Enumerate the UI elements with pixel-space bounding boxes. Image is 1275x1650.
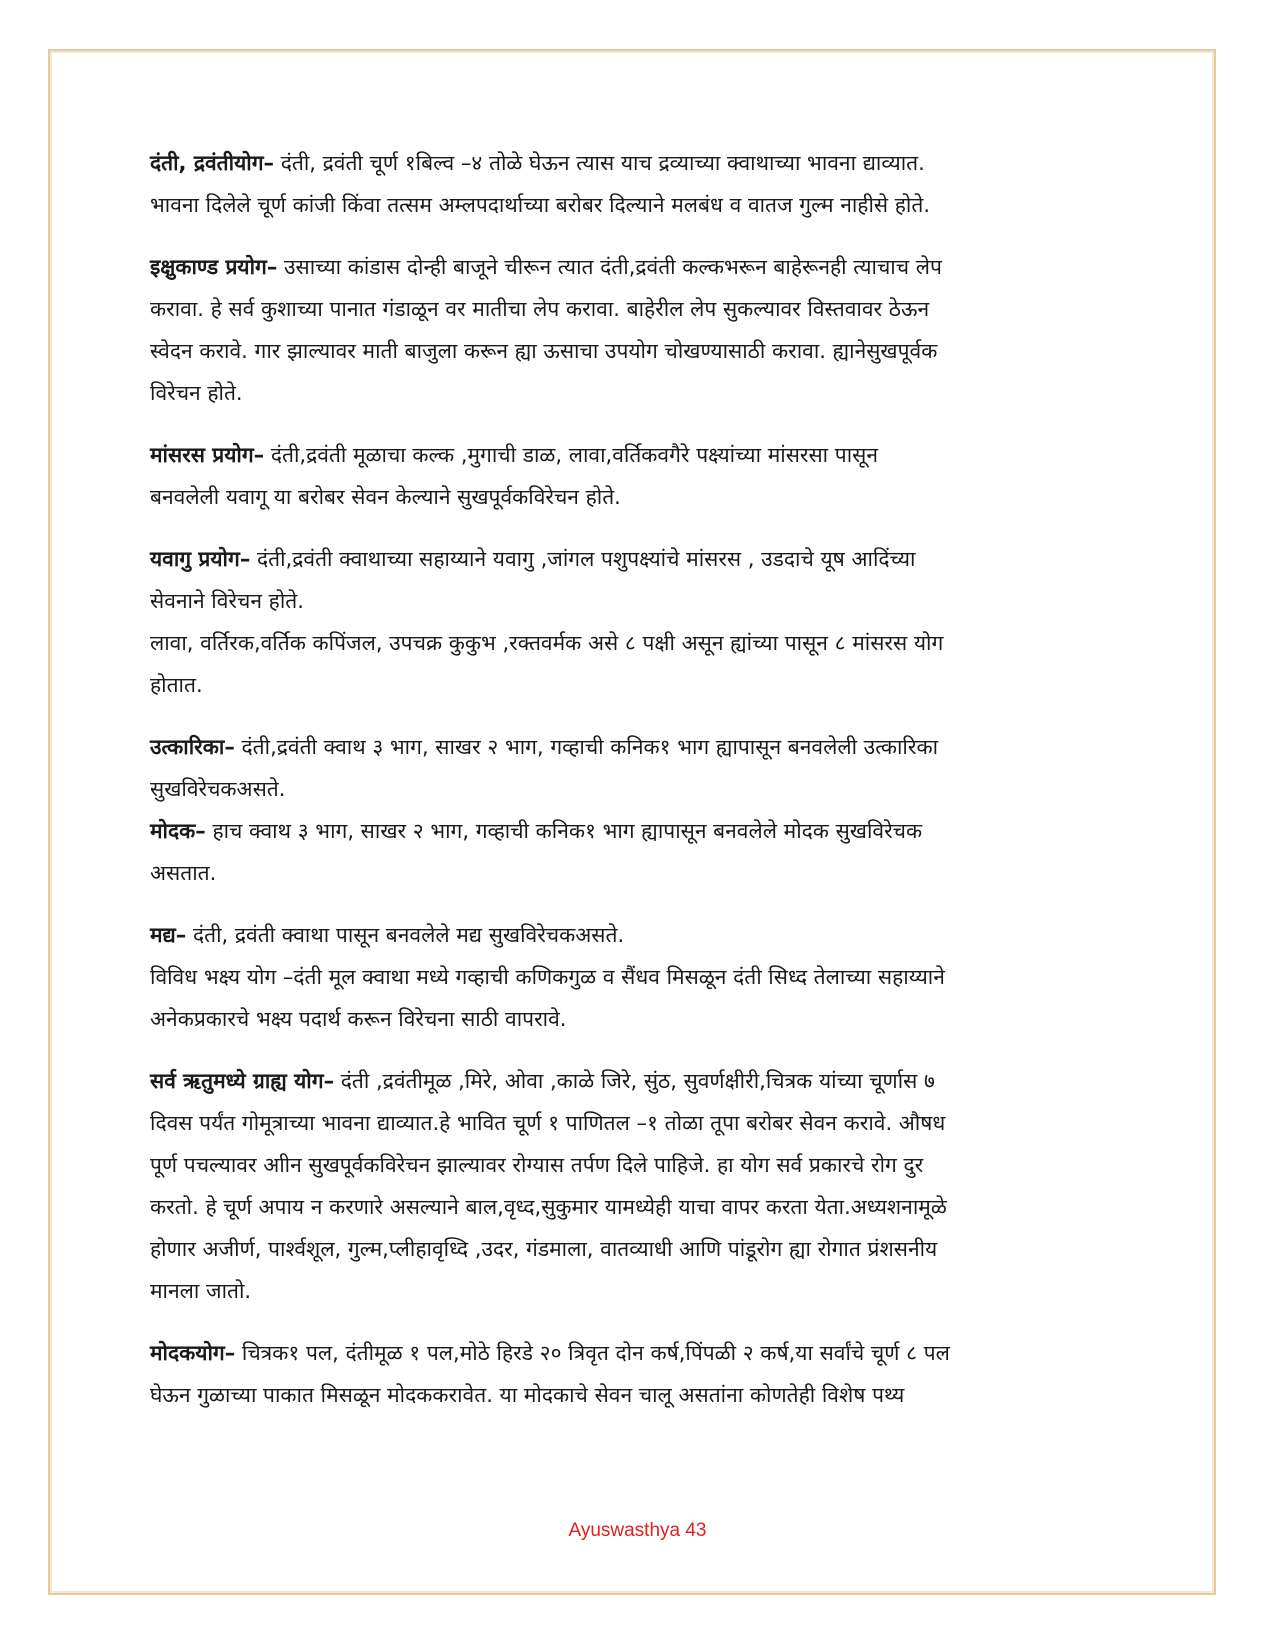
line-text: अनेकप्रकारचे भक्ष्य पदार्थ करून विरेचना साठी वापरावे. <box>150 1007 567 1031</box>
paragraph <box>150 434 1135 518</box>
line-text: दंती,द्रवंती क्वाथ ३ भाग, साखर २ भाग, गव्हाची कनिक१ भाग ह्यापासून बनवलेली उत्कारिका <box>234 735 939 759</box>
paragraph <box>150 1060 1135 1312</box>
line-text: दंती, द्रवंती क्वाथा पासून बनवलेले मद्य सुखविरेचकअसते. <box>186 923 625 947</box>
line-text: दंती,द्रवंती मूळाचा कल्क ,मुगाची डाळ, लावा,वर्तिकवगैरे पक्ष्यांच्या मांसरसा पासून <box>264 443 879 467</box>
line-text: होतात. <box>150 673 203 697</box>
line-text: दंती ,द्रवंतीमूळ ,मिरे, ओवा ,काळे जिरे, सुंठ, सुवर्णक्षीरी,चित्रक यांच्या चूर्णास ७ <box>334 1069 935 1093</box>
text-line <box>150 142 1135 184</box>
text-line <box>150 852 1135 894</box>
page-footer: Ayuswasthya 43 <box>568 1520 707 1541</box>
text-line <box>150 434 1135 476</box>
line-text: हाच क्वाथ ३ भाग, साखर २ भाग, गव्हाची कनिक१ भाग ह्यापासून बनवलेले मोदक सुखविरेचक <box>205 819 923 843</box>
line-text: दंती,द्रवंती क्वाथाच्या सहाय्याने यवागु ,जांगल पशुपक्ष्यांचे मांसरस , उडदाचे यूष आदिंच्या <box>250 547 916 571</box>
text-line <box>150 372 1135 414</box>
text-line <box>150 476 1135 518</box>
text-line <box>150 956 1135 998</box>
paragraph <box>150 914 1135 1040</box>
section-term: मोदकयोग– <box>150 1341 236 1365</box>
section-term: मोदक– <box>150 819 206 843</box>
line-text: सेवनाने विरेचन होते. <box>150 589 304 613</box>
text-line <box>150 1228 1135 1270</box>
text-line <box>150 580 1135 622</box>
paragraph <box>150 142 1135 226</box>
text-line <box>150 810 1135 852</box>
text-line <box>150 1270 1135 1312</box>
line-text: विरेचन होते. <box>150 381 243 405</box>
text-line <box>150 1186 1135 1228</box>
line-text: करावा. हे सर्व कुशाच्या पानात गंडाळून वर मातीचा लेप करावा. बाहेरील लेप सुकल्यावर विस्तवावर ठेऊन <box>150 297 930 321</box>
paragraph <box>150 246 1135 414</box>
paragraph <box>150 810 1135 894</box>
section-term: दंती, द्रवंतीयोग– <box>150 151 275 175</box>
text-line <box>150 664 1135 706</box>
text-line <box>150 288 1135 330</box>
line-text: भावना दिलेले चूर्ण कांजी किंवा तत्सम अम्लपदार्थाच्या बरोबर दिल्याने मलबंध व वातज गुल्म नाहीसे होते. <box>150 193 931 217</box>
paragraph <box>150 1332 1135 1416</box>
paragraph <box>150 538 1135 706</box>
line-text: विविध भक्ष्य योग –दंती मूल क्वाथा मध्ये गव्हाची कणिकगुळ व सैंधव मिसळून दंती सिध्द तेलाच्या सहाय्याने <box>150 965 945 989</box>
line-text: असतात. <box>150 861 217 885</box>
text-line <box>150 1060 1135 1102</box>
section-term: उत्कारिका– <box>150 735 235 759</box>
line-text: सुखविरेचकअसते. <box>150 777 286 801</box>
line-text: पूर्ण पचल्यावर आीन सुखपूर्वकविरेचन झाल्यावर रोग्यास तर्पण दिले पाहिजे. हा योग सर्व प्रकारचे रोग दुर <box>150 1153 924 1177</box>
section-term: सर्व ऋतुमध्ये ग्राह्य योग– <box>150 1069 335 1093</box>
line-text: दिवस पर्यंत गोमूत्राच्या भावना द्याव्यात.हे भावित चूर्ण १ पाणितल –१ तोळा तूपा बरोबर सेवन करावे. औषध <box>150 1111 946 1135</box>
text-line <box>150 1374 1135 1416</box>
section-term: इक्षुकाण्ड प्रयोग– <box>150 255 278 279</box>
line-text: चित्रक१ पल, दंतीमूळ १ पल,मोठे हिरडे २० त्रिवृत दोन कर्ष,पिंपळी २ कर्ष,या सर्वांचे चूर्ण ८ पल <box>235 1341 950 1365</box>
line-text: घेऊन गुळाच्या पाकात मिसळून मोदककरावेत. या मोदकाचे सेवन चालू असतांना कोणतेही विशेष पथ्य <box>150 1383 905 1407</box>
paragraph <box>150 726 1135 810</box>
text-line <box>150 1102 1135 1144</box>
section-term: यवागु प्रयोग– <box>150 547 251 571</box>
section-term: मद्य– <box>150 923 187 947</box>
text-line <box>150 768 1135 810</box>
line-text: उसाच्या कांडास दोन्ही बाजूने चीरून त्यात दंती,द्रवंती कल्कभरून बाहेरूनही त्याचाच लेप <box>277 255 942 279</box>
text-line <box>150 184 1135 226</box>
line-text: बनवलेली यवागू या बरोबर सेवन केल्याने सुखपूर्वकविरेचन होते. <box>150 485 621 509</box>
line-text: लावा, वर्तिरक,वर्तिक कपिंजल, उपचक्र कुकुभ ,रक्तवर्मक असे ८ पक्षी असून ह्यांच्या पासून ८ मांसरस योग <box>150 631 944 655</box>
text-line <box>150 538 1135 580</box>
text-line <box>150 726 1135 768</box>
text-line <box>150 998 1135 1040</box>
line-text: मानला जातो. <box>150 1279 252 1303</box>
text-line <box>150 1144 1135 1186</box>
line-text: होणार अजीर्ण, पार्श्वशूल, गुल्म,प्लीहावृध्दि ,उदर, गंडमाला, वातव्याधी आणि पांडूरोग ह्या रोगात प्रंशसनीय <box>150 1237 938 1261</box>
text-line <box>150 330 1135 372</box>
section-term: मांसरस प्रयोग– <box>150 443 265 467</box>
document-body <box>150 142 1135 1436</box>
text-line <box>150 1332 1135 1374</box>
line-text: करतो. हे चूर्ण अपाय न करणारे असल्याने बाल,वृध्द,सुकुमार यामध्येही याचा वापर करता येता.अध्यशनामूळे <box>150 1195 947 1219</box>
text-line <box>150 914 1135 956</box>
line-text: दंती, द्रवंती चूर्ण १बिल्व –४ तोळे घेऊन त्यास याच द्रव्याच्या क्वाथाच्या भावना द्याव्यात. <box>274 151 925 175</box>
line-text: स्वेदन करावे. गार झाल्यावर माती बाजुला करून ह्या ऊसाचा उपयोग चोखण्यासाठी करावा. ह्यानेसुखपूर्वक <box>150 339 938 363</box>
text-line <box>150 622 1135 664</box>
text-line <box>150 246 1135 288</box>
